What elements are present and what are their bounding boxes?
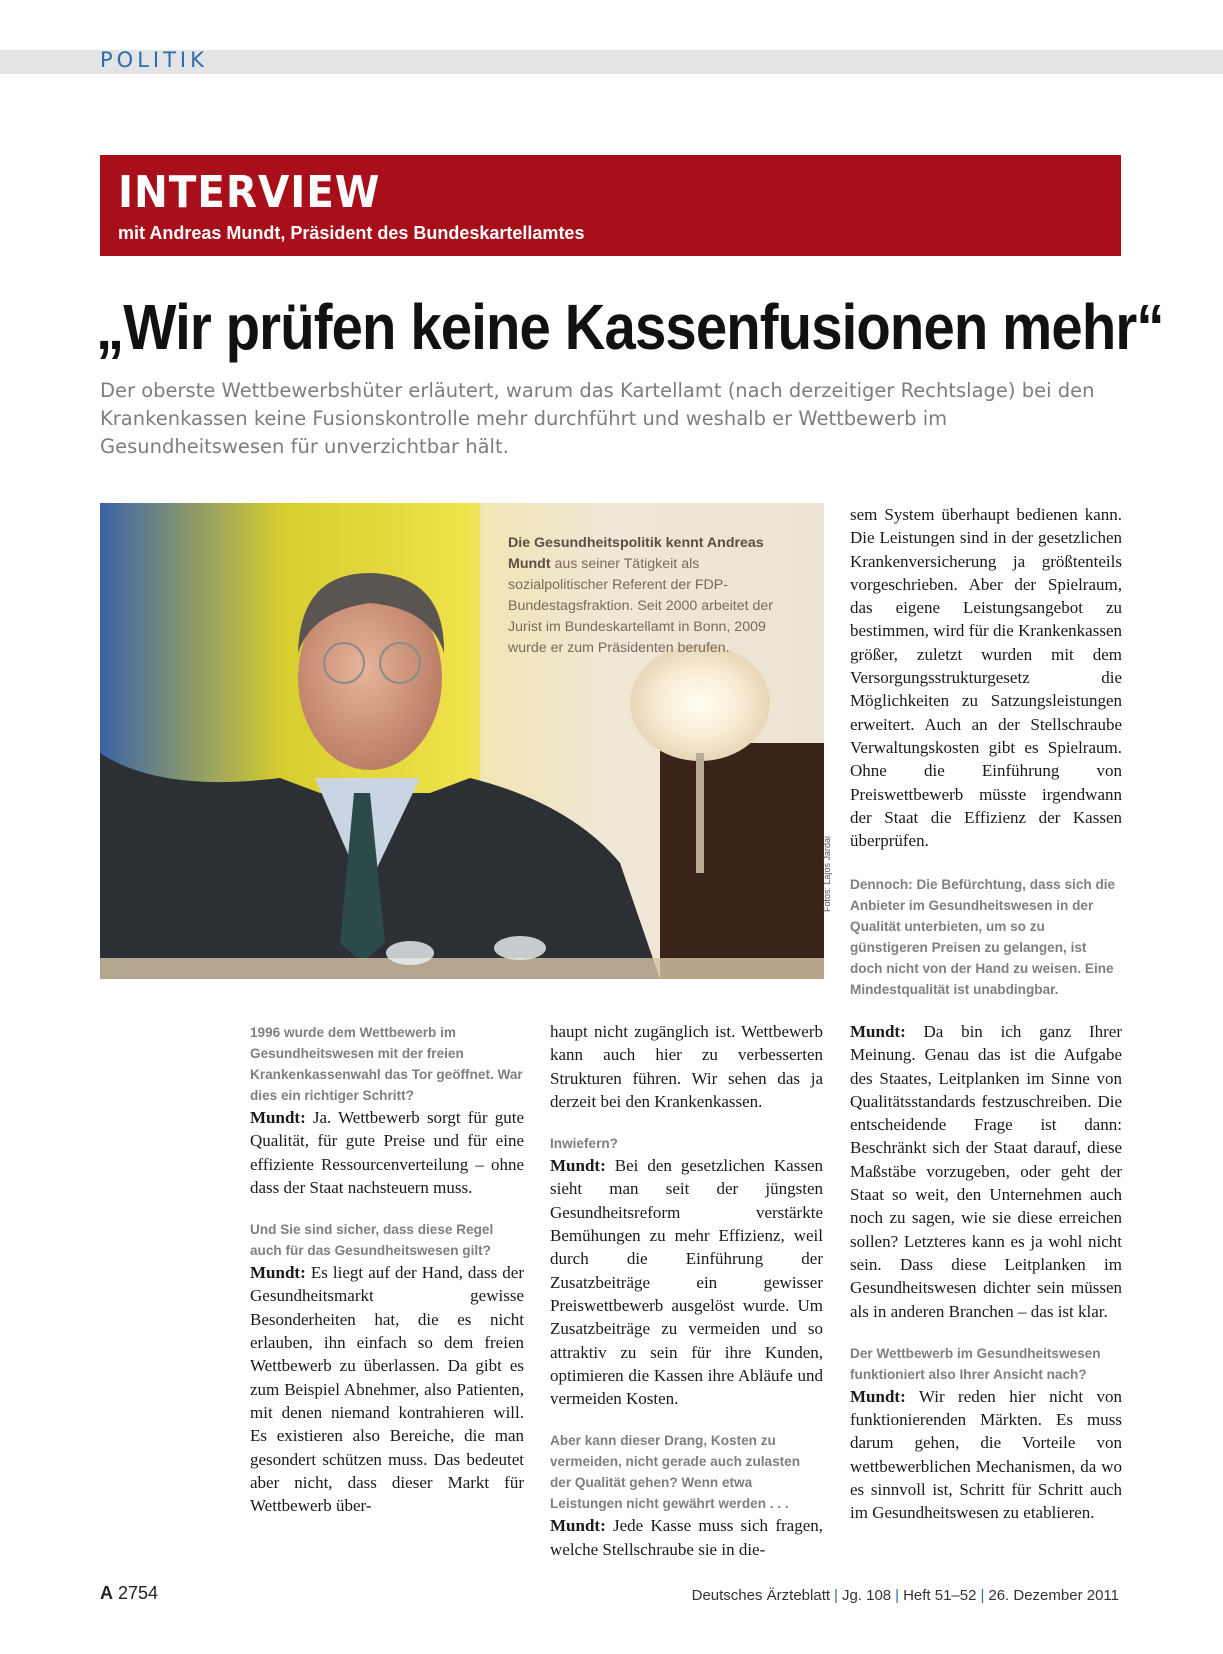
speaker-label: Mundt: — [250, 1108, 306, 1127]
headline: „Wir prüfen keine Kassenfusionen mehr“ — [96, 291, 1164, 363]
page-number-value: 2754 — [118, 1583, 159, 1603]
speaker-label: Mundt: — [250, 1263, 306, 1283]
answer — [550, 1154, 823, 1410]
answer — [250, 1106, 524, 1199]
body-text: sem System überhaupt bedienen kann. Die Leistungen sind in der gesetzlichen Krankenversicherung ja größtenteils vorgeschrieben. Aber der Spielraum, das eigene Leistungsangebot zu bestimmen, wird für die Krankenkassen größer, zuletzt wurden mit dem Versorgungsstrukturgesetz die Möglichkeiten zu Satzungsleistungen erweitert. Auch an der Stellschraube Verwaltungskosten gibt es Spielraum. Ohne die Einführung von Preiswettbewerb müsste irgendwann der Staat die Effizienz der Kassen überprüfen. — [850, 505, 1122, 851]
answer-text: Es liegt auf der Hand, dass der Gesundheitsmarkt gewisse Besonderheiten hat, die es nicht erlauben, ihn einfach so dem freien Wettbewerb zu überlassen. Da gibt es zum Beispiel Abnehmer, also Patienten, mit denen niemand kontrahieren will. Es existieren also Bereiche, die man gesondert schützen muss. Das bedeutet aber nicht, dass dieser Markt für Wettbewerb über- — [250, 1263, 524, 1516]
journal-footer — [692, 1587, 1119, 1604]
photo-caption-text: aus seiner Tätigkeit als sozialpolitischer Referent der FDP-Bundestagsfraktion. Seit 2000 arbeitet der Jurist im Bundeskartellamt in Bonn, 2009 wurde er zum Präsidenten berufen. — [508, 556, 774, 656]
photo-caption-bold: Die Gesundheitspolitik kennt Andreas Mundt — [508, 535, 764, 572]
divider: | — [834, 1587, 838, 1604]
answer-text: Wir reden hier nicht von funktionierenden Märkten. Es muss darum gehen, die Vorteile von wettbewerblichen Mechanismen, da wo es sinnvoll ist, Schritt für Schritt auch im Gesundheitswesen zu etablieren. — [850, 1386, 1122, 1523]
divider: | — [980, 1587, 985, 1604]
journal-volume: Jg. 108 — [841, 1587, 892, 1604]
answer-text: Bei den gesetzlichen Kassen sieht man seit der jüngsten Gesundheitsreform verstärkte Bemühungen zu mehr Effizienz, weil durch die Einführung der Zusatzbeiträge ein gewisser Preiswettbewerb ausgelöst wurde. Um Zusatzbeiträge zu vermeiden und so attraktiv zu sein für ihre Kunden, optimieren die Kassen ihre Abläufe und vermeiden Kosten. — [550, 1156, 823, 1409]
kicker-box — [100, 155, 1121, 256]
question: 1996 wurde dem Wettbewerb im Gesundheitswesen mit der freien Krankenkassenwahl das Tor geöffnet. War dies ein richtiger Schritt? — [250, 1025, 523, 1103]
question: Dennoch: Die Befürchtung, dass sich die Anbieter im Gesundheitswesen in der Qualität unterbieten, um so zu günstigeren Preisen zu gelangen, ist doch nicht von der Hand zu weisen. Eine Mindestqualität ist unabdingbar. — [850, 877, 1116, 998]
journal-name: Deutsches Ärzteblatt — [691, 1587, 831, 1604]
body-text: haupt nicht zugänglich ist. Wettbewerb kann auch hier zu verbesserten Strukturen führen. Wir sehen das ja derzeit bei den Krankenkassen. — [550, 1022, 823, 1111]
divider: | — [895, 1587, 900, 1604]
portrait-photo — [100, 503, 824, 979]
lead-paragraph: Der oberste Wettbewerbshüter erläutert, warum das Kartellamt (nach derzeitiger Rechtslage) bei den Krankenkassen keine Fusionskontrolle mehr durchführt und weshalb er Wettbewerb im Gesundheitswesen für unverzichtbar hält. — [100, 379, 1095, 458]
speaker-label: Mundt: — [550, 1516, 606, 1536]
kicker-title: INTERVIEW — [118, 167, 381, 218]
journal-issue: Heft 51–52 — [903, 1587, 977, 1604]
kicker-subtitle: mit Andreas Mundt, Präsident des Bundeskartellamtes — [118, 223, 585, 243]
question: Und Sie sind sicher, dass diese Regel auch für das Gesundheitswesen gilt? — [250, 1222, 494, 1259]
page-prefix: A — [100, 1583, 113, 1603]
journal-date: 26. Dezember 2011 — [988, 1587, 1119, 1604]
answer-text: Jede Kasse muss sich fragen, welche Stellschraube sie in die- — [550, 1516, 823, 1559]
question: Der Wettbewerb im Gesundheitswesen funktioniert also Ihrer Ansicht nach? — [850, 1345, 1101, 1382]
question: Aber kann dieser Drang, Kosten zu vermeiden, nicht gerade auch zulasten der Qualität gehen? Wenn etwa Leistungen nicht gewährt werden . . . — [550, 1433, 801, 1512]
page-number — [100, 1583, 158, 1604]
answer — [850, 1385, 1122, 1525]
speaker-label: Mundt: — [850, 1022, 906, 1041]
answer-text: Ja. Wettbewerb sorgt für gute Qualität, für gute Preise und für eine effiziente Ressourcenverteilung – ohne dass der Staat nachsteuern muss. — [250, 1108, 524, 1197]
answer-text: Da bin ich ganz Ihrer Meinung. Genau das ist die Aufgabe des Staates, Leitplanken im Sinne von Qualitätsstandards festzuschreiben. Die entscheidende Frage ist dann: Beschränkt sich der Staat darauf, diese Maßstäbe vorzugeben, oder geht der Staat so weit, den Unternehmen auch noch zu sagen, wie sie diese erreichen sollen? Letzteres kann es ja wohl nicht sein. Dass diese Leitplanken im Gesundheitswesen dichter sein müssen als in anderen Branchen – das ist klar. — [850, 1022, 1122, 1321]
column-3-top — [850, 503, 1122, 1000]
column-2 — [550, 1020, 823, 1561]
answer — [850, 1020, 1122, 1323]
question: Inwiefern? — [550, 1136, 618, 1152]
column-1 — [250, 1022, 524, 1517]
section-label: POLITIK — [100, 48, 208, 72]
answer — [250, 1261, 524, 1517]
speaker-label: Mundt: — [850, 1386, 906, 1406]
column-3 — [850, 1020, 1122, 1525]
photo-credit: Fotos: Lajos Jardai — [822, 835, 832, 912]
speaker-label: Mundt: — [550, 1156, 606, 1176]
answer — [550, 1514, 823, 1561]
photo-caption — [508, 533, 802, 659]
